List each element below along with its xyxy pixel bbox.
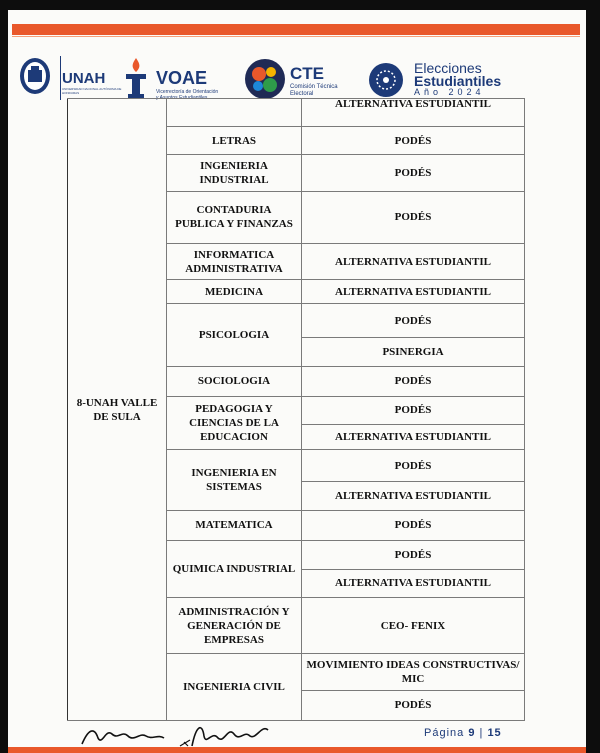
front-label: PODÉS: [394, 314, 432, 327]
cte-subtitle-1: Comisión Técnica: [290, 84, 338, 90]
front-cell: [302, 366, 525, 396]
front-label: PSINERGIA: [382, 346, 444, 359]
front-cell: [302, 425, 525, 450]
front-cell: [302, 155, 525, 191]
front-label: PODÉS: [394, 134, 432, 147]
top-accent-bar: [12, 24, 580, 35]
front-label: PODÉS: [394, 166, 432, 179]
elecciones-line-3: Año 2024: [414, 87, 485, 97]
elecciones-line-2: Estudiantiles: [414, 73, 502, 89]
career-cell: [167, 654, 302, 721]
region-label: 8-UNAH VALLE DE SULA: [76, 396, 158, 423]
career-label: INGENIERIA EN SISTEMAS: [191, 466, 277, 493]
career-label: PSICOLOGIA: [198, 328, 270, 341]
front-cell: [302, 243, 525, 279]
page-total: 15: [487, 727, 502, 739]
career-label: QUIMICA INDUSTRIAL: [172, 562, 296, 575]
document-page: [8, 10, 586, 753]
front-cell: [302, 510, 525, 540]
front-cell: [302, 191, 525, 243]
career-label: INGENIERIA CIVIL: [183, 681, 285, 694]
career-label: INGENIERIA INDUSTRIAL: [199, 159, 269, 186]
career-cell: [167, 191, 302, 243]
front-label: ALTERNATIVA ESTUDIANTIL: [335, 285, 491, 298]
career-cell: [167, 396, 302, 449]
career-label: MATEMATICA: [195, 519, 273, 532]
unah-name: UNAH: [62, 70, 106, 87]
career-cell: [167, 155, 302, 191]
front-label: PODÉS: [394, 459, 432, 472]
front-cell: [302, 396, 525, 424]
front-label: ALTERNATIVA ESTUDIANTIL: [335, 431, 491, 444]
cte-name: CTE: [290, 64, 324, 83]
career-label: CONTADURIA PUBLICA Y FINANZAS: [175, 204, 293, 231]
front-label: PODÉS: [394, 375, 432, 388]
front-cell: [302, 598, 525, 654]
career-label: PEDAGOGIA Y CIENCIAS DE LA EDUCACION: [189, 402, 279, 443]
front-cell: [302, 654, 525, 690]
career-label: ADMINISTRACIÓN Y GENERACIÓN DE EMPRESAS: [178, 605, 290, 646]
front-label: ALTERNATIVA ESTUDIANTIL: [335, 98, 491, 110]
career-cell: [167, 510, 302, 540]
page-current: 9: [468, 727, 476, 739]
front-label: ALTERNATIVA ESTUDIANTIL: [335, 489, 491, 502]
front-label: MOVIMIENTO IDEAS CONSTRUCTIVAS/ MIC: [306, 659, 520, 686]
front-label: PODÉS: [394, 699, 432, 712]
elecciones-line-1: Elecciones: [414, 60, 482, 76]
bottom-accent-bar: [8, 747, 586, 753]
career-cell: [167, 243, 302, 279]
front-cell: [302, 690, 525, 720]
career-cell: [167, 127, 302, 155]
career-label: SOCIOLOGIA: [197, 375, 271, 388]
top-accent-line: [12, 36, 580, 37]
front-label: ALTERNATIVA ESTUDIANTIL: [335, 255, 491, 268]
front-label: ALTERNATIVA ESTUDIANTIL: [335, 577, 491, 590]
front-cell: [302, 127, 525, 155]
voae-name: VOAE: [156, 68, 208, 88]
career-cell: [167, 450, 302, 510]
front-cell: [302, 569, 525, 597]
voae-subtitle-1: Vicerrectoría de Orientación: [156, 89, 219, 95]
front-cell: [302, 482, 525, 510]
front-label: CEO- FENIX: [380, 619, 446, 632]
page-label: Página: [424, 727, 465, 739]
career-cell-empty: [167, 99, 302, 127]
page-separator: |: [479, 727, 484, 739]
career-cell: [167, 304, 302, 366]
front-label: PODÉS: [394, 519, 432, 532]
career-label: LETRAS: [211, 134, 257, 147]
front-cell: [302, 450, 525, 482]
career-label: INFORMATICA ADMINISTRATIVA: [185, 248, 283, 275]
region-cell: [68, 99, 167, 721]
career-cell: [167, 598, 302, 654]
front-label: PODÉS: [394, 211, 432, 224]
career-label: MEDICINA: [204, 285, 264, 298]
front-cell: [302, 280, 525, 304]
unah-divider: [60, 56, 61, 100]
unah-subtitle: UNIVERSIDAD NACIONAL AUTÓNOMA DE HONDURAS: [62, 87, 122, 95]
front-cell: [302, 99, 525, 127]
careers-fronts-table: [67, 98, 525, 721]
front-cell: [302, 304, 525, 338]
career-cell: [167, 280, 302, 304]
career-cell: [167, 540, 302, 597]
front-cell: [302, 338, 525, 366]
page-number: [424, 727, 502, 739]
front-cell: [302, 540, 525, 569]
career-cell: [167, 366, 302, 396]
front-label: PODÉS: [394, 404, 432, 417]
front-label: PODÉS: [394, 548, 432, 561]
voae-subtitle-2: y Asuntos Estudiantiles: [156, 95, 208, 101]
cte-subtitle-2: Electoral: [290, 91, 314, 97]
unah-seal-icon: [18, 56, 58, 116]
